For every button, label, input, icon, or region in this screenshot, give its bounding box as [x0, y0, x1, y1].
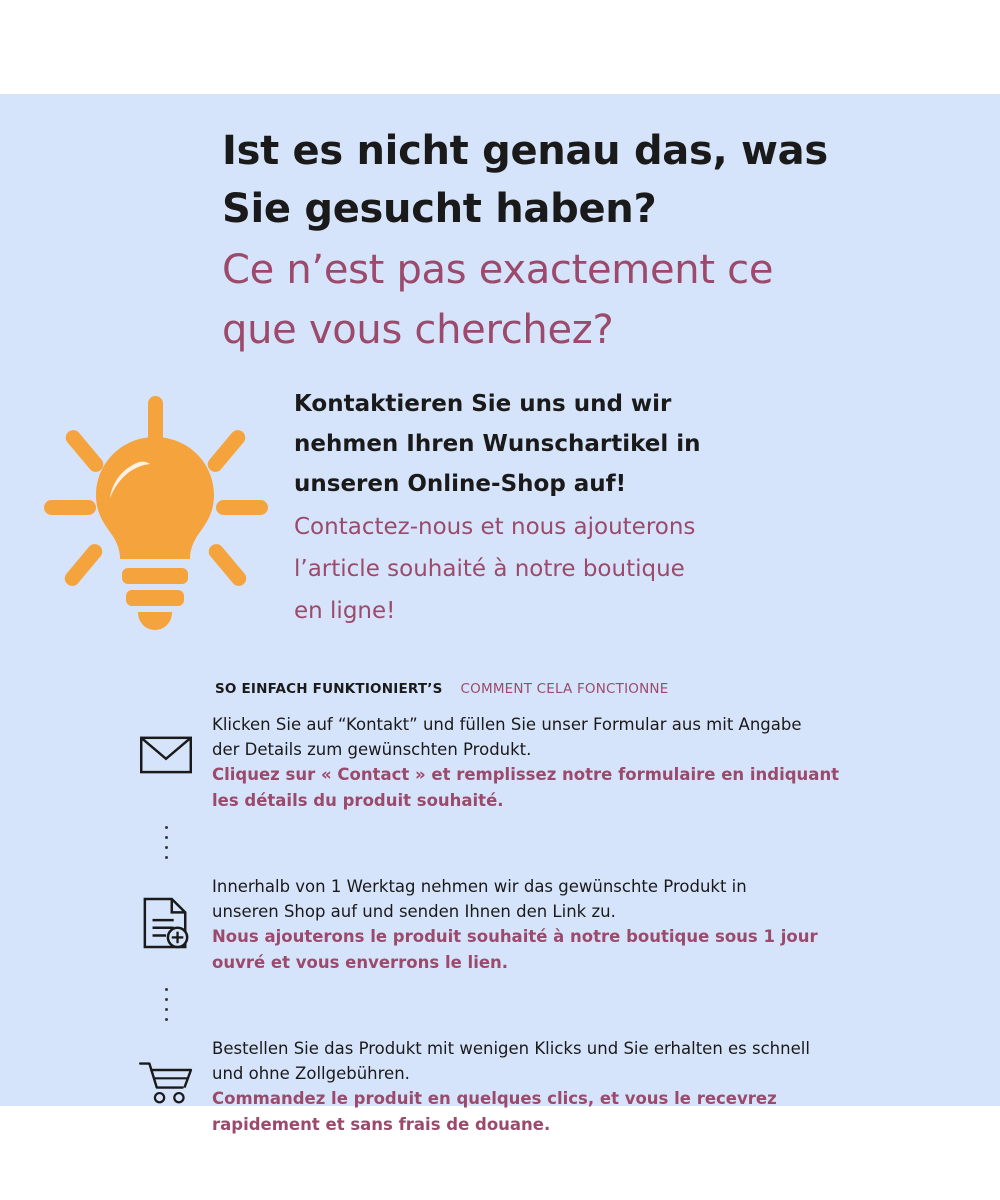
- step-german-line2: und ohne Zollgebühren.: [212, 1064, 410, 1083]
- shopping-cart-icon: [120, 1032, 212, 1106]
- step-item: [120, 870, 940, 976]
- document-add-icon: [120, 870, 212, 950]
- dot: [165, 836, 168, 839]
- intro-german-line1: Kontaktieren Sie uns und wir: [294, 391, 672, 417]
- lightbulb-icon: [36, 390, 274, 636]
- step-french-line2: ouvré et vous enverrons le lien.: [212, 953, 509, 972]
- step-french: [212, 1086, 940, 1138]
- intro-german-line3: unseren Online-Shop auf!: [294, 471, 627, 497]
- connector-dots: [120, 976, 212, 1032]
- step-german-line1: Klicken Sie auf “Kontakt” und füllen Sie unser Formular aus mit Angabe: [212, 715, 802, 734]
- dot: [165, 998, 168, 1001]
- headline-german-line1: Ist es nicht genau das, was: [222, 128, 828, 174]
- section-subheaders: [215, 681, 668, 697]
- headline-german: [222, 122, 942, 238]
- intro-french-line1: Contactez-nous et nous ajouterons: [294, 514, 696, 540]
- step-french: [212, 924, 940, 976]
- subheader-french: COMMENT CELA FONCTIONNE: [460, 681, 669, 697]
- dot: [165, 856, 168, 859]
- step-french-line1: Commandez le produit en quelques clics, et vous le recevrez: [212, 1089, 777, 1108]
- intro-german: [294, 384, 934, 504]
- subheader-german: SO EINFACH FUNKTIONIERT’S: [215, 681, 443, 697]
- headline-french-line1: Ce n’est pas exactement ce: [222, 247, 774, 293]
- headline-french-line2: que vous cherchez?: [222, 307, 614, 353]
- step-french-line1: Cliquez sur « Contact » et remplissez notre formulaire en indiquant: [212, 765, 840, 784]
- step-item: [120, 708, 940, 814]
- intro-block: [294, 384, 934, 632]
- step-german: [212, 712, 940, 762]
- step-french: [212, 762, 940, 814]
- step-german-line1: Innerhalb von 1 Werktag nehmen wir das gewünschte Produkt in: [212, 877, 747, 896]
- intro-french-line2: l’article souhaité à notre boutique: [294, 556, 685, 582]
- dot: [165, 846, 168, 849]
- intro-german-line2: nehmen Ihren Wunschartikel in: [294, 431, 701, 457]
- step-item: [120, 1032, 940, 1138]
- connector-dots: [120, 814, 212, 870]
- headline-block: [222, 122, 942, 360]
- step-german-line2: unseren Shop auf und senden Ihnen den Link zu.: [212, 902, 616, 921]
- step-french-line2: les détails du produit souhaité.: [212, 791, 504, 810]
- dot: [165, 988, 168, 991]
- envelope-icon: [120, 708, 212, 774]
- headline-french: [222, 240, 942, 360]
- steps-list: [120, 708, 940, 1138]
- intro-french-line3: en ligne!: [294, 598, 396, 624]
- dot: [165, 1008, 168, 1011]
- step-french-line1: Nous ajouterons le produit souhaité à notre boutique sous 1 jour: [212, 927, 818, 946]
- dot: [165, 1018, 168, 1021]
- step-text: [212, 1032, 940, 1138]
- step-german: [212, 874, 940, 924]
- intro-french: [294, 506, 934, 632]
- dot: [165, 826, 168, 829]
- step-german-line2: der Details zum gewünschten Produkt.: [212, 740, 532, 759]
- headline-german-line2: Sie gesucht haben?: [222, 186, 657, 232]
- step-text: [212, 870, 940, 976]
- step-german-line1: Bestellen Sie das Produkt mit wenigen Klicks und Sie erhalten es schnell: [212, 1039, 810, 1058]
- step-french-line2: rapidement et sans frais de douane.: [212, 1115, 551, 1134]
- step-text: [212, 708, 940, 814]
- step-german: [212, 1036, 940, 1086]
